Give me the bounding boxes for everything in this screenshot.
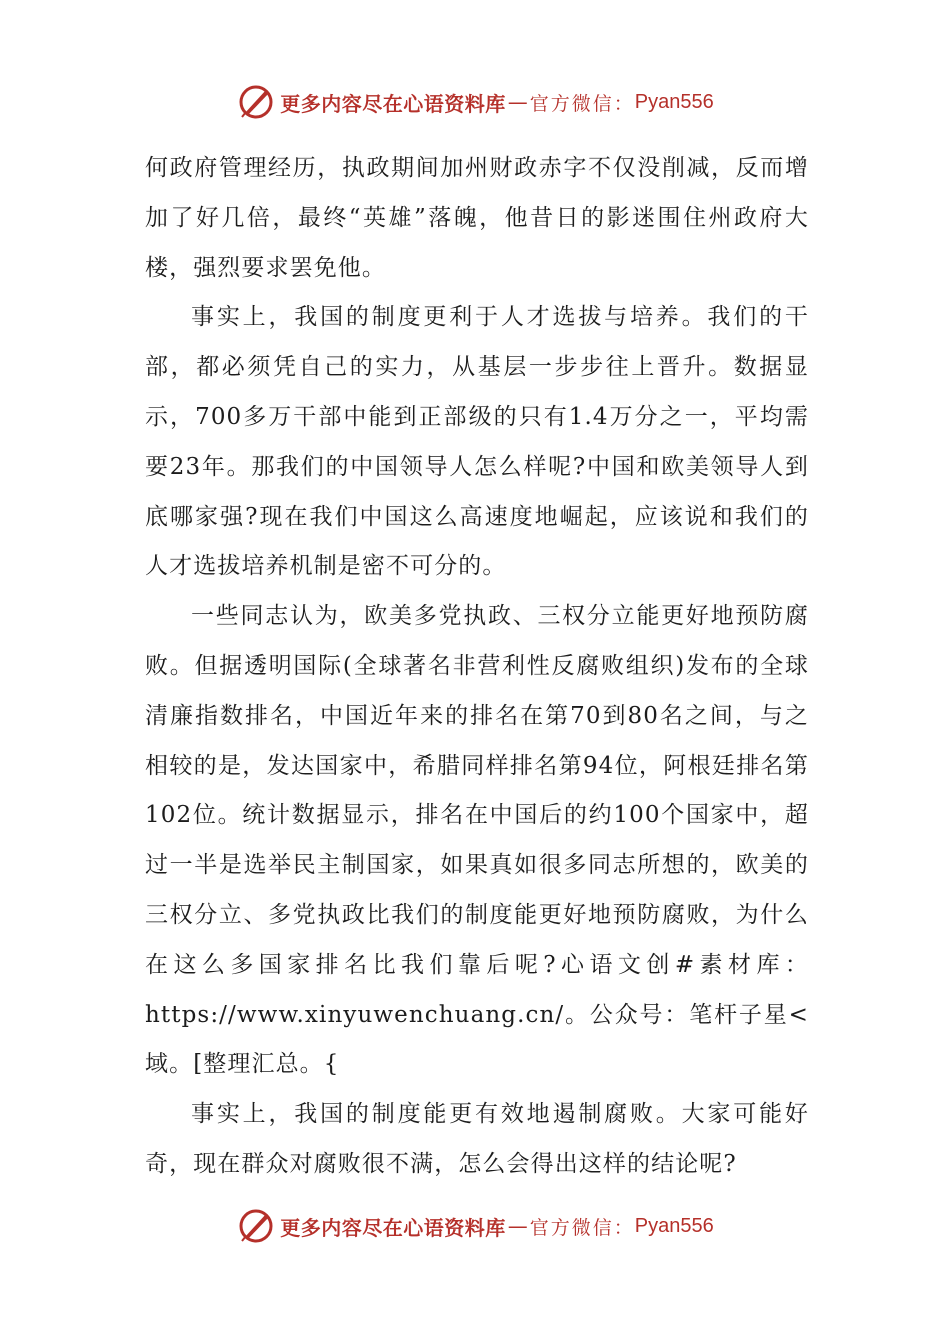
- quill-logo-icon: [236, 82, 276, 122]
- quill-logo-icon: [236, 1206, 276, 1246]
- paragraph: 事实上，我国的制度更利于人才选拔与培养。我们的干部，都必须凭自己的实力，从基层一步步往上晋升。数据显示，700多万干部中能到正部级的只有1.4万分之一，平均需要23年。那我们的中国领导人怎么样呢?中国和欧美领导人到底哪家强?现在我们中国这么高速度地崛起，应该说和我们的人才选拔培养机制是密不可分的。: [145, 304, 809, 580]
- banner-wechat-label: 官方微信：: [529, 92, 635, 115]
- banner-lead-text: 更多内容尽在心语资料库: [280, 1215, 506, 1240]
- banner-wechat-id: Pyan556: [634, 90, 714, 113]
- paragraph: 何政府管理经历，执政期间加州财政赤字不仅没削减，反而增加了好几倍，最终“英雄”落魄，他昔日的影迷围住州政府大楼，强烈要求罢免他。: [145, 155, 809, 281]
- banner-wechat-id: Pyan556: [634, 1214, 714, 1237]
- banner-dash: —: [507, 1214, 528, 1238]
- banner-wechat-label: 官方微信：: [529, 1216, 635, 1239]
- paragraph: 事实上，我国的制度能更有效地遏制腐败。大家可能好奇，现在群众对腐败很不满，怎么会得出这样的结论呢?: [145, 1101, 809, 1177]
- footer-banner: [0, 1204, 950, 1248]
- paragraph: 一些同志认为，欧美多党执政、三权分立能更好地预防腐败。但据透明国际(全球著名非营利性反腐败组织)发布的全球清廉指数排名，中国近年来的排名在第70到80名之间，与之相较的是，发达国家中，希腊同样排名第94位，阿根廷排名第102位。统计数据显示，排名在中国后的约100个国家中，超过一半是选举民主制国家，如果真如很多同志所想的，欧美的三权分立、多党执政比我们的制度能更好地预防腐败，为什么在这么多国家排名比我们靠后呢?心语文创#素材库：https://www.xinyuwenchuang.cn/。公众号：笔杆子星<域。[整理汇总。{: [145, 603, 809, 1078]
- header-banner: [0, 80, 950, 124]
- document-body: [145, 144, 809, 1190]
- banner-dash: —: [507, 90, 528, 114]
- banner-lead-text: 更多内容尽在心语资料库: [280, 91, 506, 116]
